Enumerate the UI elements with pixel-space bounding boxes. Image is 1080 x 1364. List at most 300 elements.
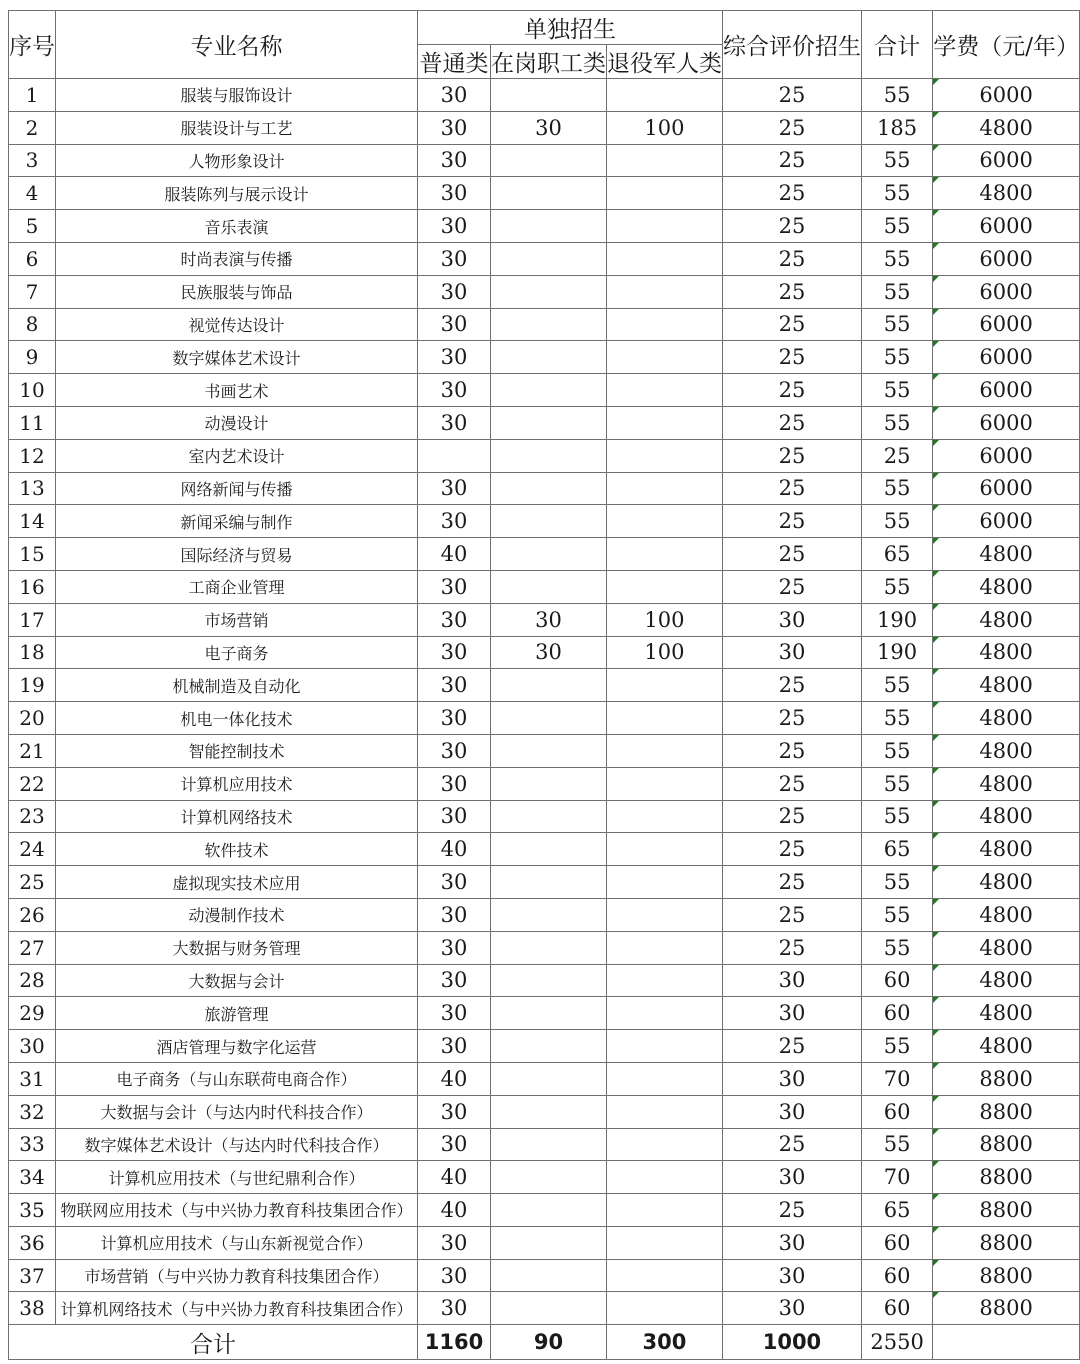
cell-seq: 12 [9,439,56,472]
cell-veteran [606,997,722,1030]
cell-general: 30 [418,603,491,636]
cell-comprehensive: 25 [722,866,861,899]
table-row [9,898,1080,931]
cell-veteran [606,341,722,374]
table-row [9,997,1080,1030]
cell-onjob [490,210,606,243]
cell-seq: 19 [9,669,56,702]
table-row [9,341,1080,374]
cell-onjob [490,1259,606,1292]
cell-onjob [490,734,606,767]
cell-general: 30 [418,275,491,308]
cell-major-name: 计算机应用技术 [56,767,418,800]
cell-comprehensive: 30 [722,1095,861,1128]
table-body [9,79,1080,1360]
table-row [9,177,1080,210]
cell-seq: 11 [9,406,56,439]
cell-veteran [606,242,722,275]
cell-general: 30 [418,1292,491,1325]
cell-veteran [606,1095,722,1128]
table-row [9,1062,1080,1095]
enrollment-table [8,10,1080,1360]
cell-veteran: 100 [606,603,722,636]
cell-seq: 33 [9,1128,56,1161]
cell-veteran [606,79,722,112]
cell-major-name: 大数据与会计 [56,964,418,997]
cell-fee: 8800 [933,1292,1080,1325]
cell-seq: 21 [9,734,56,767]
cell-seq: 31 [9,1062,56,1095]
cell-veteran [606,210,722,243]
cell-onjob [490,1030,606,1063]
cell-seq: 23 [9,800,56,833]
cell-veteran [606,669,722,702]
cell-fee: 4800 [933,538,1080,571]
table-row [9,210,1080,243]
table-row [9,570,1080,603]
cell-general: 30 [418,767,491,800]
cell-seq: 27 [9,931,56,964]
table-row [9,964,1080,997]
cell-general: 30 [418,341,491,374]
table-row [9,374,1080,407]
cell-total: 25 [861,439,932,472]
cell-general: 30 [418,898,491,931]
cell-general: 30 [418,144,491,177]
cell-comprehensive: 25 [722,833,861,866]
cell-fee: 4800 [933,636,1080,669]
cell-fee: 4800 [933,111,1080,144]
cell-major-name: 机电一体化技术 [56,702,418,735]
cell-fee: 6000 [933,144,1080,177]
cell-fee: 4800 [933,1030,1080,1063]
cell-general: 30 [418,177,491,210]
table-row [9,1259,1080,1292]
cell-total: 55 [861,1030,932,1063]
cell-fee: 8800 [933,1226,1080,1259]
totals-label: 合计 [9,1325,418,1360]
enrollment-table-container [8,10,1080,1360]
cell-total: 55 [861,472,932,505]
cell-major-name: 服装与服饰设计 [56,79,418,112]
cell-comprehensive: 25 [722,669,861,702]
cell-veteran [606,570,722,603]
cell-general: 30 [418,1095,491,1128]
cell-veteran: 100 [606,636,722,669]
cell-onjob [490,406,606,439]
cell-seq: 13 [9,472,56,505]
table-row [9,702,1080,735]
cell-total: 60 [861,997,932,1030]
cell-fee: 8800 [933,1095,1080,1128]
cell-major-name: 数字媒体艺术设计（与达内时代科技合作） [56,1128,418,1161]
cell-total: 55 [861,308,932,341]
header-name: 专业名称 [56,11,418,79]
cell-fee: 4800 [933,931,1080,964]
cell-veteran [606,1030,722,1063]
cell-general: 40 [418,1194,491,1227]
header-onjob: 在岗职工类 [490,45,606,79]
cell-comprehensive: 30 [722,636,861,669]
cell-onjob [490,1062,606,1095]
cell-general: 30 [418,636,491,669]
cell-general: 30 [418,505,491,538]
cell-major-name: 旅游管理 [56,997,418,1030]
cell-veteran [606,1062,722,1095]
cell-fee: 4800 [933,177,1080,210]
cell-onjob [490,177,606,210]
cell-seq: 3 [9,144,56,177]
cell-comprehensive: 25 [722,275,861,308]
cell-fee: 6000 [933,210,1080,243]
cell-onjob [490,1226,606,1259]
cell-seq: 17 [9,603,56,636]
cell-seq: 32 [9,1095,56,1128]
table-row [9,636,1080,669]
cell-comprehensive: 25 [722,242,861,275]
table-row [9,439,1080,472]
cell-veteran [606,833,722,866]
table-row [9,505,1080,538]
table-row [9,308,1080,341]
cell-major-name: 计算机应用技术（与山东新视觉合作） [56,1226,418,1259]
cell-major-name: 虚拟现实技术应用 [56,866,418,899]
cell-general: 30 [418,79,491,112]
cell-seq: 24 [9,833,56,866]
cell-seq: 20 [9,702,56,735]
table-row [9,1194,1080,1227]
cell-total: 55 [861,406,932,439]
cell-general: 30 [418,111,491,144]
cell-fee: 4800 [933,734,1080,767]
table-row [9,406,1080,439]
cell-total: 55 [861,767,932,800]
table-row [9,242,1080,275]
cell-total: 190 [861,636,932,669]
cell-veteran [606,1128,722,1161]
cell-veteran [606,374,722,407]
cell-major-name: 大数据与财务管理 [56,931,418,964]
cell-major-name: 网络新闻与传播 [56,472,418,505]
table-row [9,1226,1080,1259]
cell-total: 60 [861,964,932,997]
cell-veteran [606,767,722,800]
cell-major-name: 音乐表演 [56,210,418,243]
cell-onjob [490,144,606,177]
cell-fee: 8800 [933,1259,1080,1292]
cell-onjob [490,1292,606,1325]
cell-seq: 38 [9,1292,56,1325]
cell-major-name: 视觉传达设计 [56,308,418,341]
cell-general: 30 [418,669,491,702]
cell-onjob [490,898,606,931]
cell-comprehensive: 30 [722,964,861,997]
table-row [9,1161,1080,1194]
cell-fee: 4800 [933,964,1080,997]
totals-row [9,1325,1080,1360]
cell-fee: 4800 [933,669,1080,702]
cell-total: 55 [861,800,932,833]
cell-veteran [606,308,722,341]
cell-general: 30 [418,734,491,767]
cell-veteran [606,144,722,177]
cell-fee: 6000 [933,374,1080,407]
cell-onjob [490,538,606,571]
cell-veteran [606,275,722,308]
cell-major-name: 酒店管理与数字化运营 [56,1030,418,1063]
cell-comprehensive: 30 [722,1062,861,1095]
cell-major-name: 电子商务（与山东联荷电商合作） [56,1062,418,1095]
cell-fee: 8800 [933,1194,1080,1227]
cell-onjob [490,1161,606,1194]
cell-general: 30 [418,964,491,997]
cell-comprehensive: 25 [722,538,861,571]
cell-veteran [606,964,722,997]
cell-onjob [490,866,606,899]
cell-general: 30 [418,997,491,1030]
header-seq: 序号 [9,11,56,79]
cell-onjob [490,505,606,538]
cell-comprehensive: 25 [722,702,861,735]
cell-comprehensive: 25 [722,898,861,931]
table-row [9,767,1080,800]
cell-comprehensive: 25 [722,570,861,603]
cell-veteran [606,1226,722,1259]
cell-total: 55 [861,374,932,407]
cell-total: 60 [861,1226,932,1259]
cell-major-name: 工商企业管理 [56,570,418,603]
cell-veteran [606,1161,722,1194]
cell-total: 60 [861,1259,932,1292]
cell-fee: 8800 [933,1128,1080,1161]
cell-veteran [606,472,722,505]
cell-seq: 5 [9,210,56,243]
table-row [9,931,1080,964]
cell-major-name: 人物形象设计 [56,144,418,177]
cell-comprehensive: 25 [722,1194,861,1227]
header-general: 普通类 [418,45,491,79]
cell-total: 55 [861,669,932,702]
totals-comprehensive: 1000 [722,1325,861,1360]
cell-general: 30 [418,210,491,243]
cell-general: 30 [418,702,491,735]
cell-comprehensive: 25 [722,734,861,767]
cell-fee: 4800 [933,866,1080,899]
cell-onjob [490,669,606,702]
cell-major-name: 计算机网络技术（与中兴协力教育科技集团合作） [56,1292,418,1325]
cell-veteran: 100 [606,111,722,144]
cell-veteran [606,538,722,571]
cell-seq: 35 [9,1194,56,1227]
header-total: 合计 [861,11,932,79]
cell-major-name: 国际经济与贸易 [56,538,418,571]
cell-general [418,439,491,472]
table-row [9,866,1080,899]
cell-total: 65 [861,833,932,866]
cell-total: 65 [861,538,932,571]
cell-total: 55 [861,570,932,603]
cell-comprehensive: 25 [722,472,861,505]
cell-general: 30 [418,242,491,275]
cell-major-name: 软件技术 [56,833,418,866]
cell-seq: 4 [9,177,56,210]
cell-onjob [490,341,606,374]
cell-onjob [490,570,606,603]
cell-comprehensive: 25 [722,1030,861,1063]
cell-onjob: 30 [490,603,606,636]
cell-comprehensive: 25 [722,374,861,407]
cell-comprehensive: 25 [722,144,861,177]
cell-major-name: 物联网应用技术（与中兴协力教育科技集团合作） [56,1194,418,1227]
cell-onjob [490,1095,606,1128]
cell-seq: 29 [9,997,56,1030]
cell-major-name: 新闻采编与制作 [56,505,418,538]
cell-seq: 9 [9,341,56,374]
cell-seq: 14 [9,505,56,538]
cell-fee: 6000 [933,308,1080,341]
cell-fee: 6000 [933,275,1080,308]
cell-general: 30 [418,1128,491,1161]
cell-general: 30 [418,374,491,407]
cell-fee: 6000 [933,472,1080,505]
totals-total: 2550 [861,1325,932,1360]
cell-total: 55 [861,931,932,964]
cell-comprehensive: 25 [722,308,861,341]
cell-total: 55 [861,898,932,931]
cell-seq: 26 [9,898,56,931]
header-fee: 学费（元/年） [933,11,1080,79]
cell-fee: 4800 [933,570,1080,603]
cell-comprehensive: 30 [722,1259,861,1292]
cell-major-name: 市场营销 [56,603,418,636]
cell-onjob: 30 [490,111,606,144]
table-row [9,833,1080,866]
cell-major-name: 民族服装与饰品 [56,275,418,308]
cell-veteran [606,800,722,833]
table-row [9,734,1080,767]
cell-veteran [606,439,722,472]
table-row [9,669,1080,702]
cell-major-name: 机械制造及自动化 [56,669,418,702]
cell-comprehensive: 30 [722,1292,861,1325]
cell-comprehensive: 25 [722,79,861,112]
cell-seq: 8 [9,308,56,341]
cell-total: 55 [861,505,932,538]
cell-general: 40 [418,538,491,571]
cell-total: 55 [861,1128,932,1161]
cell-onjob [490,767,606,800]
cell-general: 30 [418,1030,491,1063]
cell-general: 30 [418,1226,491,1259]
cell-fee: 4800 [933,702,1080,735]
cell-total: 55 [861,734,932,767]
cell-seq: 16 [9,570,56,603]
cell-total: 55 [861,144,932,177]
cell-fee: 4800 [933,997,1080,1030]
header-veteran: 退役军人类 [606,45,722,79]
table-row [9,800,1080,833]
cell-seq: 15 [9,538,56,571]
cell-total: 70 [861,1062,932,1095]
cell-total: 55 [861,866,932,899]
cell-seq: 25 [9,866,56,899]
cell-veteran [606,734,722,767]
cell-seq: 2 [9,111,56,144]
cell-onjob [490,439,606,472]
cell-onjob [490,308,606,341]
cell-fee: 6000 [933,79,1080,112]
cell-onjob [490,931,606,964]
cell-total: 65 [861,1194,932,1227]
cell-fee: 4800 [933,800,1080,833]
cell-comprehensive: 25 [722,177,861,210]
cell-major-name: 智能控制技术 [56,734,418,767]
table-row [9,1128,1080,1161]
cell-onjob [490,833,606,866]
cell-seq: 6 [9,242,56,275]
cell-comprehensive: 25 [722,505,861,538]
cell-onjob [490,702,606,735]
cell-seq: 28 [9,964,56,997]
cell-total: 55 [861,275,932,308]
cell-total: 55 [861,210,932,243]
cell-general: 40 [418,1062,491,1095]
header-single-enrollment: 单独招生 [418,11,723,45]
cell-veteran [606,931,722,964]
cell-seq: 36 [9,1226,56,1259]
cell-onjob [490,1128,606,1161]
cell-comprehensive: 30 [722,1161,861,1194]
cell-seq: 37 [9,1259,56,1292]
cell-seq: 10 [9,374,56,407]
table-row [9,538,1080,571]
cell-comprehensive: 25 [722,341,861,374]
totals-veteran: 300 [606,1325,722,1360]
table-row [9,1292,1080,1325]
cell-comprehensive: 30 [722,603,861,636]
cell-fee: 8800 [933,1062,1080,1095]
table-row [9,472,1080,505]
cell-major-name: 计算机网络技术 [56,800,418,833]
cell-major-name: 大数据与会计（与达内时代科技合作） [56,1095,418,1128]
table-row [9,111,1080,144]
cell-seq: 18 [9,636,56,669]
cell-total: 185 [861,111,932,144]
cell-comprehensive: 25 [722,800,861,833]
cell-general: 30 [418,1259,491,1292]
cell-total: 190 [861,603,932,636]
cell-general: 30 [418,931,491,964]
cell-seq: 30 [9,1030,56,1063]
cell-fee: 6000 [933,505,1080,538]
cell-veteran [606,866,722,899]
cell-onjob: 30 [490,636,606,669]
cell-fee: 6000 [933,341,1080,374]
cell-major-name: 电子商务 [56,636,418,669]
cell-general: 30 [418,866,491,899]
table-row [9,603,1080,636]
cell-total: 55 [861,242,932,275]
cell-onjob [490,800,606,833]
cell-general: 40 [418,833,491,866]
cell-veteran [606,1194,722,1227]
cell-fee: 8800 [933,1161,1080,1194]
cell-major-name: 服装设计与工艺 [56,111,418,144]
cell-veteran [606,505,722,538]
cell-major-name: 动漫设计 [56,406,418,439]
cell-veteran [606,702,722,735]
cell-seq: 22 [9,767,56,800]
